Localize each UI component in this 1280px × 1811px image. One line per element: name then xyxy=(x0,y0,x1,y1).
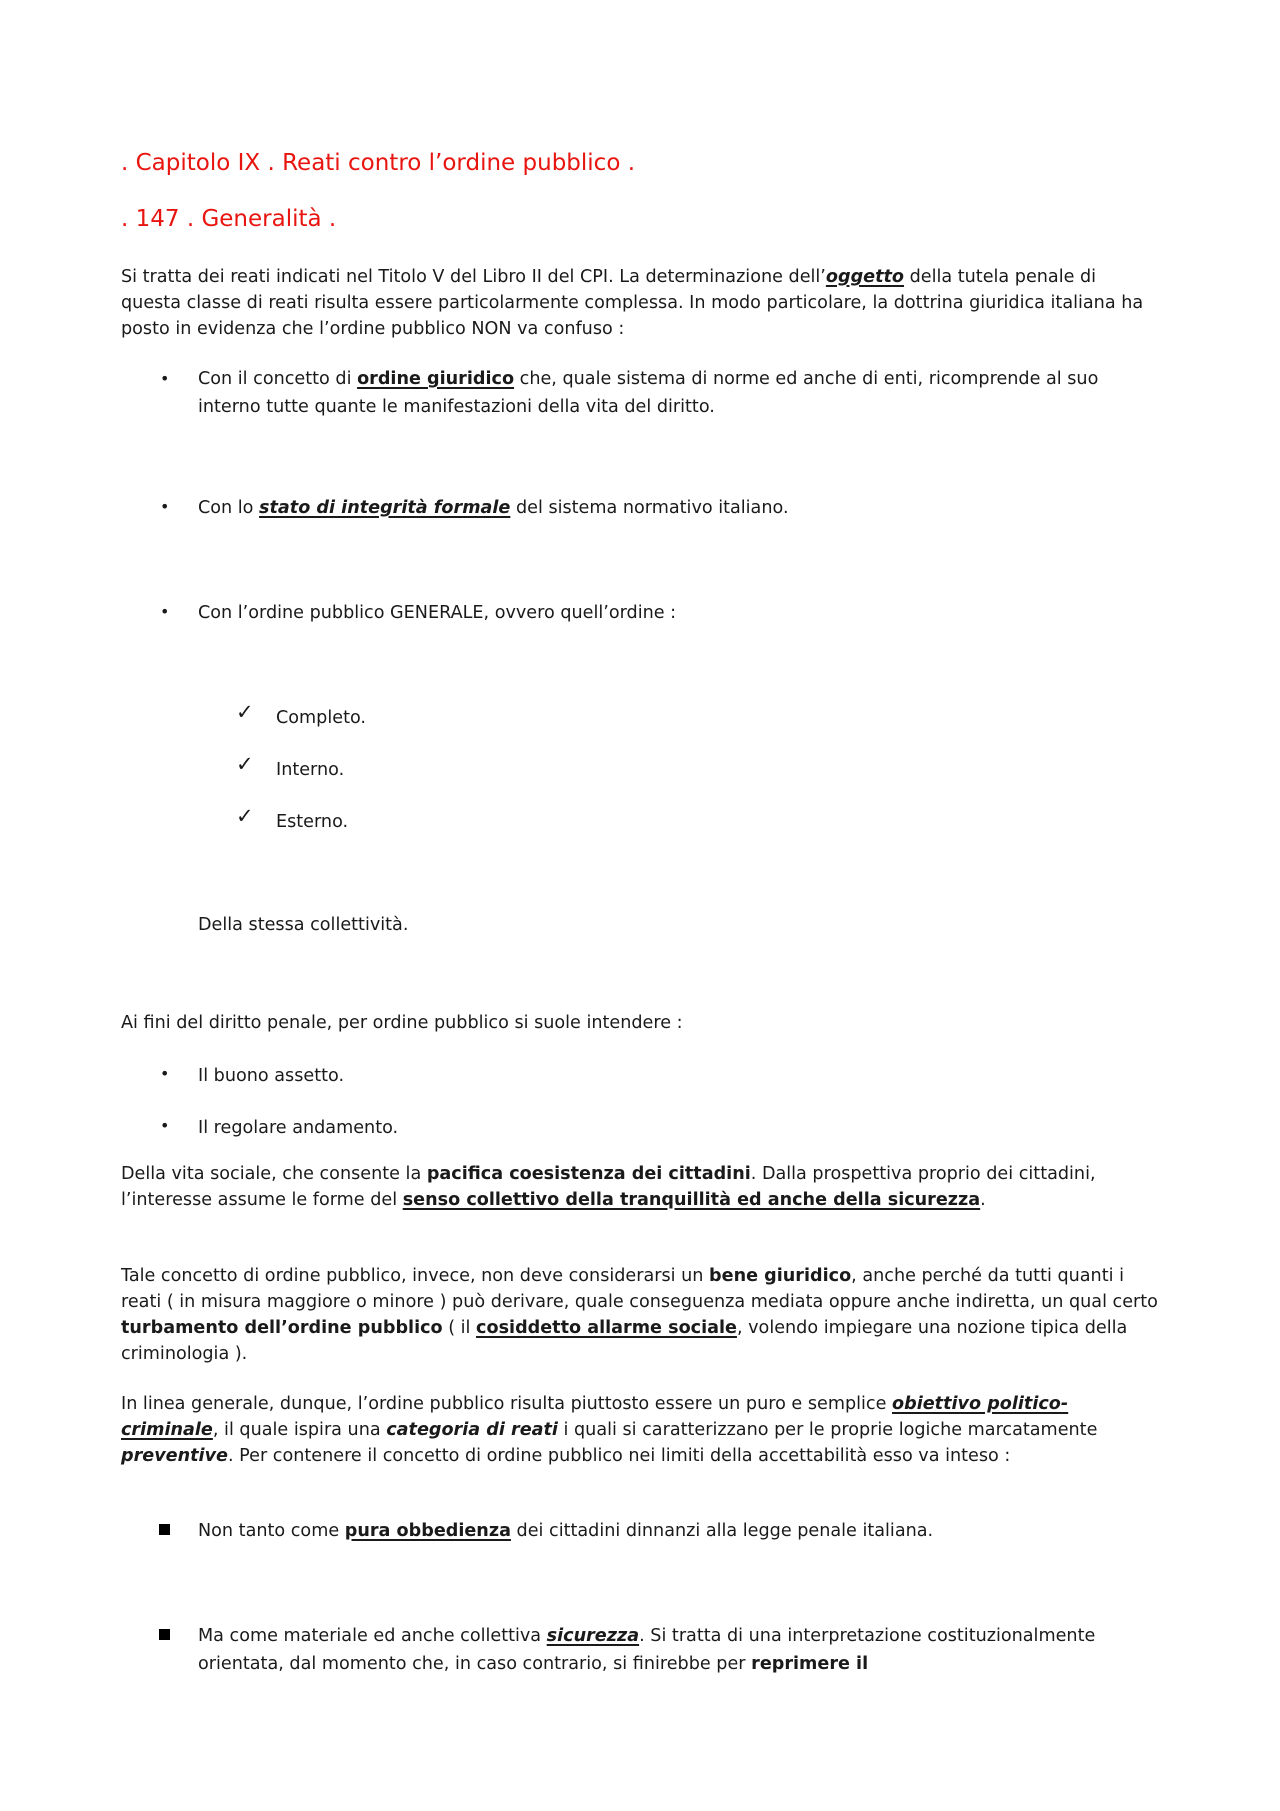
bullet-pura-obbedienza xyxy=(198,1517,1158,1545)
paragraph-fini: Ai fini del diritto penale, per ordine pubblico si suole intendere : xyxy=(121,1013,683,1033)
check-item: Interno. xyxy=(276,760,345,780)
emphasis-sicurezza: sicurezza xyxy=(546,1626,640,1646)
text: , anche perché da tutti quanti i reati ( in misura maggiore o minore ) può derivare, quale conseguenza mediata oppure anche indiretta, un qual certo xyxy=(121,1266,1158,1312)
text: . xyxy=(980,1190,986,1210)
emphasis-pacifica-coesistenza: pacifica coesistenza dei cittadini xyxy=(426,1164,751,1184)
emphasis-oggetto: oggetto xyxy=(825,267,905,287)
bullet-ordine-generale: Con l’ordine pubblico GENERALE, ovvero quell’ordine : xyxy=(198,603,677,623)
text: Della vita sociale, che consente la xyxy=(121,1164,427,1184)
square-bullet-icon xyxy=(159,1629,170,1640)
text: che, quale sistema di norme ed anche di enti, ricomprende al suo interno tutte quante le manifestazioni della vita del diritto. xyxy=(198,369,1099,417)
paragraph-intro xyxy=(121,264,1161,342)
text: , il quale ispira una xyxy=(212,1420,387,1440)
paragraph-linea-generale xyxy=(121,1391,1161,1469)
text: ( il xyxy=(442,1318,477,1338)
emphasis-allarme-sociale: cosiddetto allarme sociale xyxy=(476,1318,737,1338)
check-item: Completo. xyxy=(276,708,367,728)
bullet-assetto: Il buono assetto. xyxy=(198,1066,345,1086)
text: Ma come materiale ed anche collettiva xyxy=(198,1626,547,1646)
text: Con il concetto di xyxy=(198,369,358,389)
emphasis-obiettivo: obiettivo politico-criminale xyxy=(121,1394,1069,1440)
text: Tale concetto di ordine pubblico, invece, non deve considerarsi un xyxy=(121,1266,710,1286)
emphasis-senso-collettivo: senso collettivo della tranquillità ed anche della sicurezza xyxy=(402,1190,981,1210)
section-title: . 147 . Generalità . xyxy=(121,206,337,232)
bullet-sicurezza xyxy=(198,1622,1158,1678)
bullet-integrita-formale xyxy=(198,494,1158,522)
chapter-title: . Capitolo IX . Reati contro l’ordine pubblico . xyxy=(121,150,636,176)
square-bullet-icon xyxy=(159,1524,170,1535)
bullet-icon: • xyxy=(160,602,170,621)
checkmark-icon: ✓ xyxy=(236,752,254,776)
bullet-icon: • xyxy=(160,369,170,388)
emphasis-reprimere: reprimere il xyxy=(751,1654,869,1674)
text: del sistema normativo italiano. xyxy=(510,498,789,518)
bullet-ordine-giuridico xyxy=(198,365,1158,421)
emphasis-turbamento: turbamento dell’ordine pubblico xyxy=(121,1318,443,1338)
text: della tutela penale di questa classe di reati risulta essere particolarmente complessa. In modo particolare, la dottrina giuridica italiana ha posto in evidenza che l’ordine pubblico NON va confuso : xyxy=(121,267,1144,339)
text: Non tanto come xyxy=(198,1521,345,1541)
text: dei cittadini dinnanzi alla legge penale italiana. xyxy=(510,1521,934,1541)
check-item: Esterno. xyxy=(276,812,349,832)
paragraph-bene-giuridico xyxy=(121,1263,1161,1367)
text: Si tratta dei reati indicati nel Titolo V del Libro II del CPI. La determinazione dell’ xyxy=(121,267,826,287)
emphasis-integrita-formale: stato di integrità formale xyxy=(259,498,511,518)
emphasis-categoria: categoria di reati xyxy=(386,1420,558,1440)
emphasis-bene-giuridico: bene giuridico xyxy=(709,1266,852,1286)
bullet-icon: • xyxy=(160,1064,170,1083)
checkmark-icon: ✓ xyxy=(236,804,254,828)
collettivita-line: Della stessa collettività. xyxy=(198,915,409,935)
text: , volendo impiegare una nozione tipica della criminologia ). xyxy=(121,1318,1128,1364)
emphasis-ordine-giuridico: ordine giuridico xyxy=(357,369,515,389)
text: . Si tratta di una interpretazione costituzionalmente orientata, dal momento che, in caso contrario, si finirebbe per xyxy=(198,1626,1096,1674)
paragraph-vita-sociale xyxy=(121,1161,1161,1213)
text: Con lo xyxy=(198,498,260,518)
emphasis-preventive: preventive xyxy=(121,1446,228,1466)
text: In linea generale, dunque, l’ordine pubblico risulta piuttosto essere un puro e semplice xyxy=(121,1394,893,1414)
bullet-icon: • xyxy=(160,497,170,516)
bullet-andamento: Il regolare andamento. xyxy=(198,1118,399,1138)
text: i quali si caratterizzano per le proprie logiche marcatamente xyxy=(557,1420,1098,1440)
emphasis-pura-obbedienza: pura obbedienza xyxy=(344,1521,511,1541)
checkmark-icon: ✓ xyxy=(236,700,254,724)
bullet-icon: • xyxy=(160,1116,170,1135)
text: . Per contenere il concetto di ordine pubblico nei limiti della accettabilità esso va inteso : xyxy=(227,1446,1011,1466)
text: . Dalla prospettiva proprio dei cittadini, l’interesse assume le forme del xyxy=(121,1164,1096,1210)
